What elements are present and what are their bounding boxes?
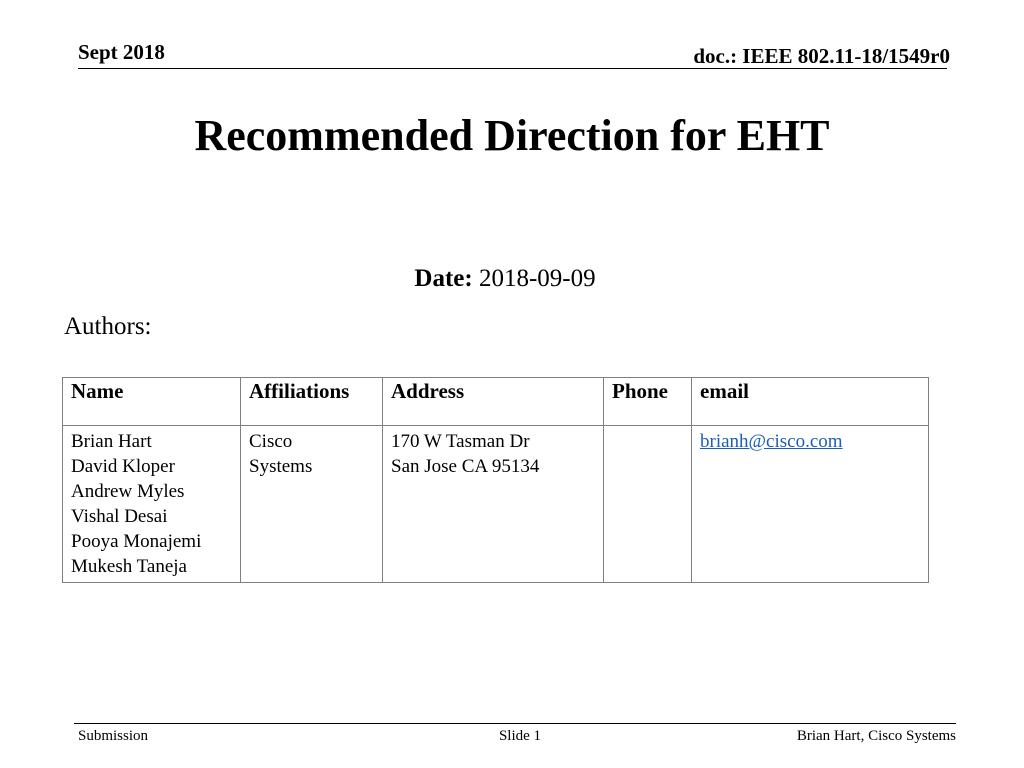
header-affiliations: Affiliations — [241, 378, 383, 426]
header-name: Name — [63, 378, 241, 426]
author-name: David Kloper — [71, 456, 175, 477]
header-address: Address — [383, 378, 604, 426]
author-name: Mukesh Taneja — [71, 556, 187, 577]
footer-submission: Submission — [78, 728, 149, 744]
cell-address — [383, 426, 604, 583]
cell-names — [63, 426, 241, 583]
date-value: 2018-09-09 — [478, 265, 596, 292]
author-name: Andrew Myles — [71, 481, 185, 502]
slide-title: Recommended Direction for EHT — [194, 111, 830, 160]
authors-label: Authors: — [64, 313, 152, 340]
header-phone: Phone — [604, 378, 692, 426]
affiliation-line: Systems — [249, 456, 313, 477]
email-link[interactable]: brianh@cisco.com — [700, 431, 843, 452]
cell-phone — [604, 426, 692, 583]
footer-author: Brian Hart, Cisco Systems — [796, 728, 956, 744]
author-name: Pooya Monajemi — [71, 531, 202, 552]
authors-table — [62, 377, 929, 583]
author-name: Brian Hart — [71, 431, 152, 452]
date-line — [0, 265, 1010, 293]
cell-affiliation — [241, 426, 383, 583]
author-name: Vishal Desai — [71, 506, 168, 527]
footer-divider — [74, 723, 956, 724]
address-line: 170 W Tasman Dr — [391, 431, 530, 452]
table-row — [63, 426, 929, 583]
table-header-row — [63, 378, 929, 426]
footer-slide-number: Slide 1 — [498, 728, 542, 744]
date-label: Date: — [414, 265, 473, 292]
affiliation-line: Cisco — [249, 431, 293, 452]
header-divider — [78, 68, 947, 69]
address-line: San Jose CA 95134 — [391, 456, 540, 477]
header-doc-id: doc.: IEEE 802.11-18/1549r0 — [693, 44, 950, 68]
cell-email — [692, 426, 929, 583]
header-date: Sept 2018 — [78, 40, 165, 64]
header-email: email — [692, 378, 929, 426]
